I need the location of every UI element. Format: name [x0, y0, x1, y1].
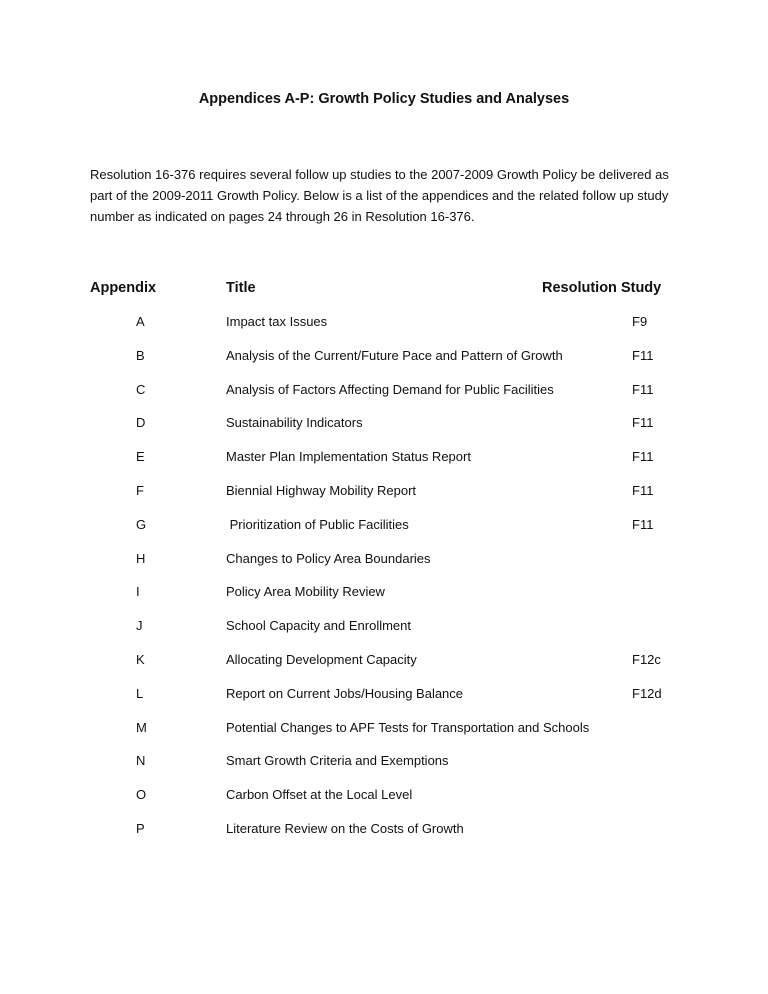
appendix-letter: D: [136, 415, 146, 431]
header-title: Title: [226, 280, 256, 296]
resolution-study: F11: [632, 482, 654, 498]
resolution-study: F11: [632, 381, 654, 397]
resolution-study: F11: [632, 449, 654, 465]
appendix-title: School Capacity and Enrollment: [226, 618, 411, 634]
appendix-table: [0, 314, 768, 855]
appendix-letter: I: [136, 584, 140, 600]
appendix-title: Smart Growth Criteria and Exemptions: [226, 753, 449, 769]
resolution-study: F12d: [632, 685, 662, 701]
table-header: [0, 280, 768, 300]
page-title: Appendices A-P: Growth Policy Studies and Analyses: [198, 91, 570, 107]
table-row: [0, 753, 768, 787]
resolution-study: F11: [632, 415, 654, 431]
appendix-letter: A: [136, 314, 145, 329]
appendix-letter: J: [136, 618, 143, 634]
appendix-title: Allocating Development Capacity: [226, 651, 417, 667]
appendix-letter: M: [136, 719, 147, 735]
appendix-letter: C: [136, 381, 146, 397]
appendix-letter: N: [136, 753, 146, 769]
table-row: [0, 618, 768, 652]
resolution-study: F9: [632, 314, 648, 329]
appendix-title: Policy Area Mobility Review: [226, 584, 385, 600]
table-row: [0, 314, 768, 348]
appendix-title: Analysis of Factors Affecting Demand for Public Facilities: [226, 381, 554, 397]
table-row: [0, 652, 768, 686]
appendix-letter: G: [136, 516, 147, 532]
intro-paragraph: Resolution 16-376 requires several follow up studies to the 2007-2009 Growth Policy be delivered as part of the 2009-2011 Growth Policy. Below is a list of the appendices and the related follow up study number as indicated on pages 24 through 26 in Resolution 16-376.: [90, 167, 669, 224]
table-row: [0, 449, 768, 483]
appendix-letter: B: [136, 347, 145, 363]
resolution-study: F11: [632, 347, 654, 363]
resolution-study: F12c: [632, 651, 661, 667]
appendix-title: Analysis of the Current/Future Pace and Pattern of Growth: [226, 347, 563, 363]
appendix-letter: O: [136, 787, 147, 803]
table-row: [0, 483, 768, 517]
table-row: [0, 720, 768, 754]
resolution-study: F11: [632, 516, 654, 532]
appendix-letter: P: [136, 820, 145, 836]
appendix-title: Prioritization of Public Facilities: [226, 516, 409, 532]
table-row: [0, 787, 768, 821]
table-row: [0, 348, 768, 382]
table-row: [0, 551, 768, 585]
appendix-letter: F: [136, 482, 144, 498]
appendix-letter: K: [136, 651, 145, 667]
header-appendix: Appendix: [90, 280, 157, 296]
table-row: [0, 584, 768, 618]
table-row: [0, 821, 768, 855]
appendix-title: Carbon Offset at the Local Level: [226, 787, 413, 803]
appendix-title: Changes to Policy Area Boundaries: [226, 550, 431, 566]
appendix-letter: H: [136, 550, 146, 566]
appendix-title: Report on Current Jobs/Housing Balance: [226, 685, 464, 701]
appendix-title: Master Plan Implementation Status Report: [226, 449, 471, 465]
table-row: [0, 686, 768, 720]
table-row: [0, 382, 768, 416]
appendix-title: Literature Review on the Costs of Growth: [226, 820, 464, 836]
header-resolution-study: Resolution Study: [542, 280, 662, 296]
table-row: [0, 517, 768, 551]
appendix-title: Biennial Highway Mobility Report: [226, 482, 417, 498]
appendix-title: Impact tax Issues: [226, 314, 328, 329]
appendix-title: Sustainability Indicators: [226, 415, 363, 431]
appendix-letter: E: [136, 449, 145, 465]
appendix-title: Potential Changes to APF Tests for Transportation and Schools: [226, 719, 590, 735]
table-row: [0, 415, 768, 449]
appendix-letter: L: [136, 685, 144, 701]
